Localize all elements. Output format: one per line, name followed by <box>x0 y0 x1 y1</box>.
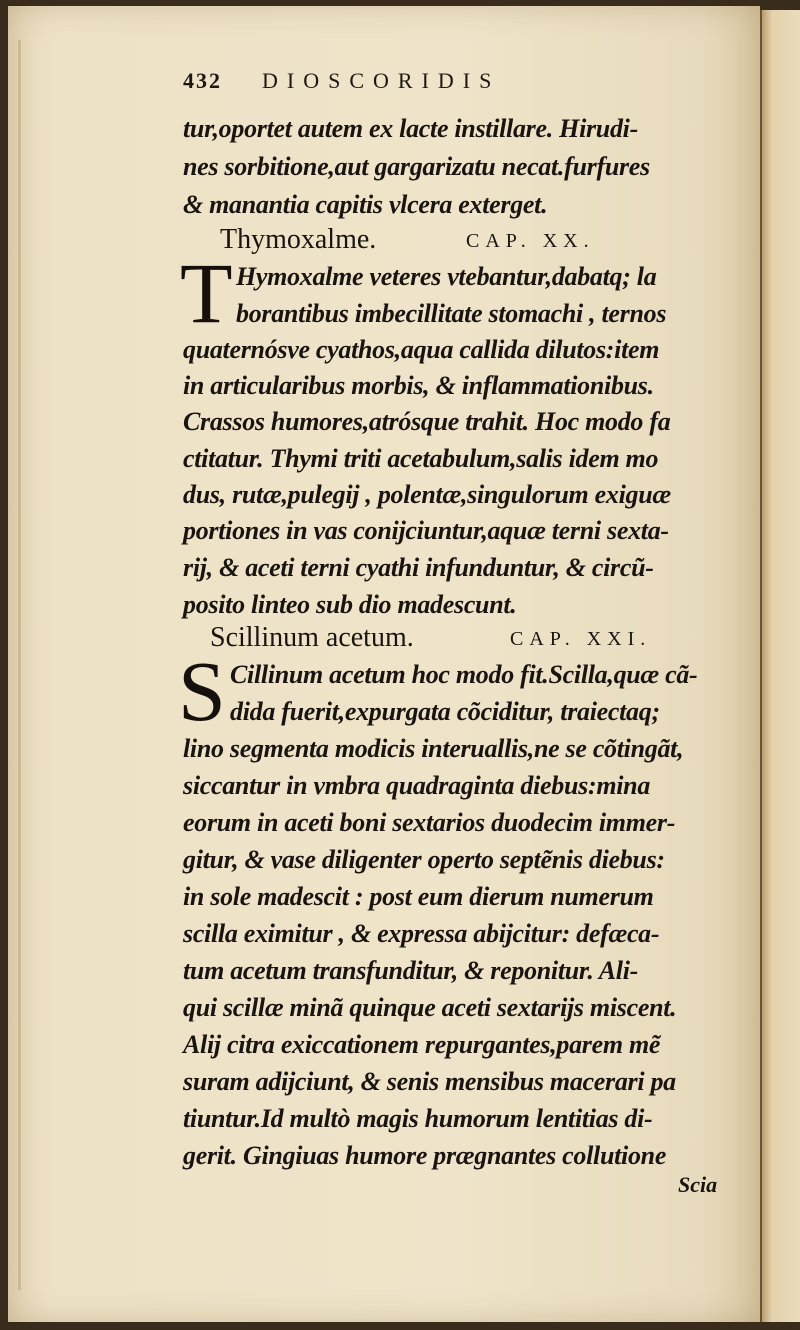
drop-cap: T <box>180 245 233 341</box>
text-line: nes sorbitione,aut gargarizatu necat.furfures <box>183 152 650 181</box>
text-line: ctitatur. Thymi triti acetabulum,salis idem mo <box>183 444 659 473</box>
text-line: posito linteo sub dio madescunt. <box>183 590 517 619</box>
chapter-number: CAP. XX. <box>466 230 595 252</box>
text-line: gitur, & vase diligenter operto septẽnis diebus: <box>183 845 665 874</box>
text-line: qui scillæ minã quinque aceti sextarijs miscent. <box>183 993 677 1022</box>
chapter-title: Thymoxalme. <box>220 224 377 255</box>
drop-cap: S <box>178 643 226 739</box>
text-line: Crassos humores,atrósque trahit. Hoc modo fa <box>183 407 671 436</box>
text-line: Hymoxalme veteres vtebantur,dabatq; la <box>236 262 657 291</box>
text-line: dus, rutæ,pulegij , polentæ,singulorum exiguæ <box>183 480 671 509</box>
catchword: Scia <box>678 1172 718 1197</box>
text-line: & manantia capitis vlcera exterget. <box>183 190 548 219</box>
text-line: lino segmenta modicis interuallis,ne se cõtingãt, <box>183 734 684 763</box>
text-line: Cillinum acetum hoc modo fit.Scilla,quæ cã- <box>230 660 698 689</box>
text-line: gerit. Gingiuas humore prægnantes collutione <box>183 1141 667 1170</box>
text-line: rij, & aceti terni cyathi infunduntur, & circũ- <box>183 553 654 582</box>
text-line: in sole madescit : post eum dierum numerum <box>183 882 654 911</box>
chapter-title: Scillinum acetum. <box>210 622 414 653</box>
running-title: DIOSCORIDIS <box>262 68 501 93</box>
chapter-number: CAP. XXI. <box>510 628 652 650</box>
text-line: in articularibus morbis, & inflammationibus. <box>183 371 654 400</box>
right-page-edge <box>760 10 800 1322</box>
text-line: borantibus imbecillitate stomachi , ternos <box>236 299 667 328</box>
page-number: 432 <box>183 68 222 93</box>
text-line: siccantur in vmbra quadraginta diebus:mina <box>183 771 651 800</box>
text-line: suram adijciunt, & senis mensibus macerari pa <box>183 1067 676 1096</box>
text-line: tum acetum transfunditur, & reponitur. Ali- <box>183 956 638 985</box>
text-line: dida fuerit,expurgata cõciditur, traiectaq; <box>230 697 660 726</box>
text-line: eorum in aceti boni sextarios duodecim immer- <box>183 808 676 837</box>
text-line: quaternósve cyathos,aqua callida dilutos:item <box>183 335 660 364</box>
text-line: tur,oportet autem ex lacte instillare. Hirudi- <box>183 114 638 143</box>
page-stain <box>18 40 21 1290</box>
text-line: scilla eximitur , & expressa abijcitur: defæca- <box>183 919 660 948</box>
text-line: tiuntur.Id multò magis humorum lentitias di- <box>183 1104 653 1133</box>
running-header <box>183 68 743 94</box>
text-line: Alij citra exiccationem repurgantes,parem mẽ <box>183 1030 661 1059</box>
text-line: portiones in vas conijciuntur,aquæ terni sexta- <box>183 516 669 545</box>
